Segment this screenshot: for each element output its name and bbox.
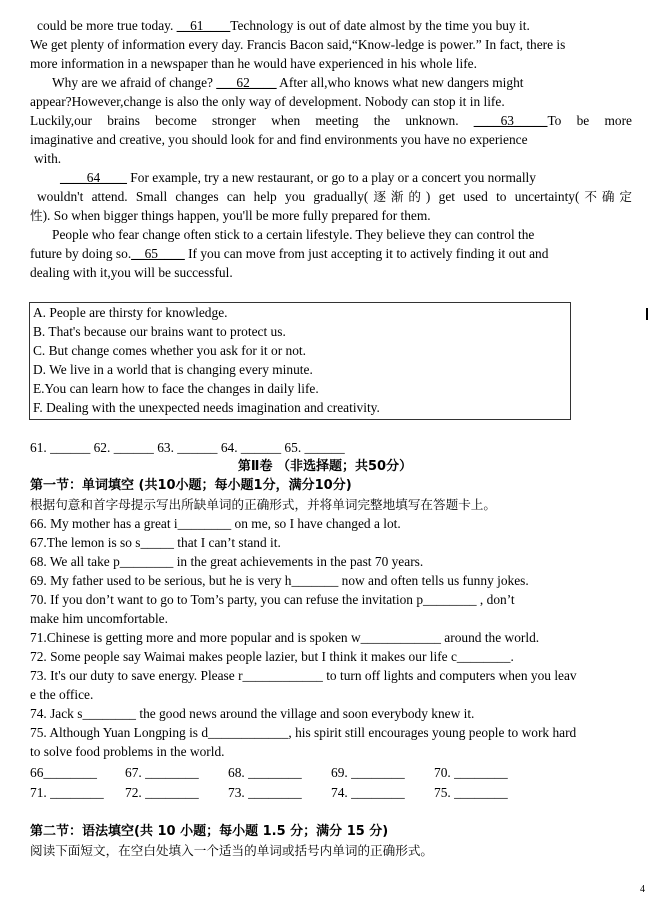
answer-68: 68. ________ — [228, 765, 302, 780]
option-c: C. But change comes whether you ask for it or not. — [33, 343, 306, 358]
blank-65: __65____ — [131, 246, 185, 261]
part2-title: 第Ⅱ卷 （非选择题；共50分） — [237, 459, 413, 474]
passage-line-7: imaginative and creative, you should look for and find environments you have no experience — [30, 132, 528, 147]
blank-62: ___62____ — [216, 75, 277, 90]
option-a: A. People are thirsty for knowledge. — [33, 305, 228, 320]
blank-64: ____64____ — [60, 170, 127, 185]
passage-line-14: dealing with it,you will be successful. — [30, 265, 233, 280]
passage-line-1: could be more true today. __61____Technology is out of date almost by the time you buy it. — [37, 18, 530, 33]
section1-instruction: 根据句意和首字母提示写出所缺单词的正确形式，并将单词完整地填写在答题卡上。 — [30, 497, 496, 512]
passage-line-2: We get plenty of information every day. Francis Bacon said,“Know-ledge is power.” In fact, there is — [30, 37, 566, 52]
answer-67: 67. ________ — [125, 765, 199, 780]
option-b: B. That's because our brains want to protect us. — [33, 324, 286, 339]
question-73: 73. It's our duty to save energy. Please r____________ to turn off lights and computers when you leav — [30, 668, 577, 683]
question-71: 71.Chinese is getting more and more popular and is spoken w____________ around the world. — [30, 630, 540, 645]
passage-line-10: wouldn't attend. Small changes can help you gradually(逐渐的) get used to uncertainty(不确定 — [37, 189, 633, 204]
blank-61: __61____ — [176, 18, 231, 33]
answer-75: 75. ________ — [434, 785, 508, 800]
passage-line-12: People who fear change often stick to a certain lifestyle. They believe they can control the — [52, 227, 535, 242]
answer-70: 70. ________ — [434, 765, 508, 780]
page-number: 4 — [640, 884, 645, 895]
question-73-cont: e the office. — [30, 687, 94, 702]
margin-mark — [646, 308, 650, 320]
answer-73: 73. ________ — [228, 785, 302, 800]
passage-line-3: more information in a newspaper than he would have experienced in his whole life. — [30, 56, 477, 71]
answer-72: 72. ________ — [125, 785, 199, 800]
passage-line-8: with. — [34, 151, 62, 166]
passage-line-4: Why are we afraid of change? ___62____ After all,who knows what new dangers might — [52, 75, 524, 90]
question-69: 69. My father used to be serious, but he is very h_______ now and often tells us funny jokes. — [30, 573, 529, 588]
question-74: 74. Jack s________ the good news around the village and soon everybody knew it. — [30, 706, 475, 721]
option-d: D. We live in a world that is changing every minute. — [33, 362, 313, 377]
question-70-cont: make him uncomfortable. — [30, 611, 168, 626]
passage-line-13: future by doing so.__65____ If you can move from just accepting it to actively finding it out and — [30, 246, 549, 261]
option-e: E.You can learn how to face the changes in daily life. — [33, 381, 319, 396]
passage-line-11: 性). So when bigger things happen, you'll be more fully prepared for them. — [30, 208, 431, 223]
blank-63: ____63_____ — [473, 113, 548, 128]
question-66: 66. My mother has a great i________ on me, so I have changed a lot. — [30, 516, 401, 531]
passage-line-9: ____64____ For example, try a new restaurant, or go to a play or a concert you normally — [60, 170, 536, 185]
passage-line-5: appear?However,change is also the only way of development. Nobody can stop it in life. — [30, 94, 505, 109]
answer-69: 69. ________ — [331, 765, 405, 780]
question-68: 68. We all take p________ in the great achievements in the past 70 years. — [30, 554, 424, 569]
answer-66: 66________ — [30, 765, 97, 780]
passage-line-6: Luckily,our brains become stronger when meeting the unknown. ____63_____To be more — [30, 113, 632, 128]
section1-title: 第一节：单词填空 (共10小题；每小题1分，满分10分) — [30, 478, 352, 493]
answer-74: 74. ________ — [331, 785, 405, 800]
question-75: 75. Although Yuan Longping is d____________, his spirit still encourages young people to work hard — [30, 725, 577, 740]
answer-line-61-65: 61. ______ 62. ______ 63. ______ 64. ______ 65. ______ — [30, 440, 345, 455]
question-70: 70. If you don’t want to go to Tom’s party, you can refuse the invitation p________ , don’t — [30, 592, 515, 607]
answer-71: 71. ________ — [30, 785, 104, 800]
option-f: F. Dealing with the unexpected needs imagination and creativity. — [33, 400, 380, 415]
question-75-cont: to solve food problems in the world. — [30, 744, 225, 759]
options-box — [29, 302, 571, 420]
question-67: 67.The lemon is so s_____ that I can’t stand it. — [30, 535, 281, 550]
question-72: 72. Some people say Waimai makes people lazier, but I think it makes our life c________. — [30, 649, 514, 664]
section2-instruction: 阅读下面短文，在空白处填入一个适当的单词或括号内单词的正确形式。 — [30, 843, 433, 858]
section2-title: 第二节：语法填空(共 10 小题；每小题 1.5 分；满分 15 分) — [30, 824, 389, 839]
